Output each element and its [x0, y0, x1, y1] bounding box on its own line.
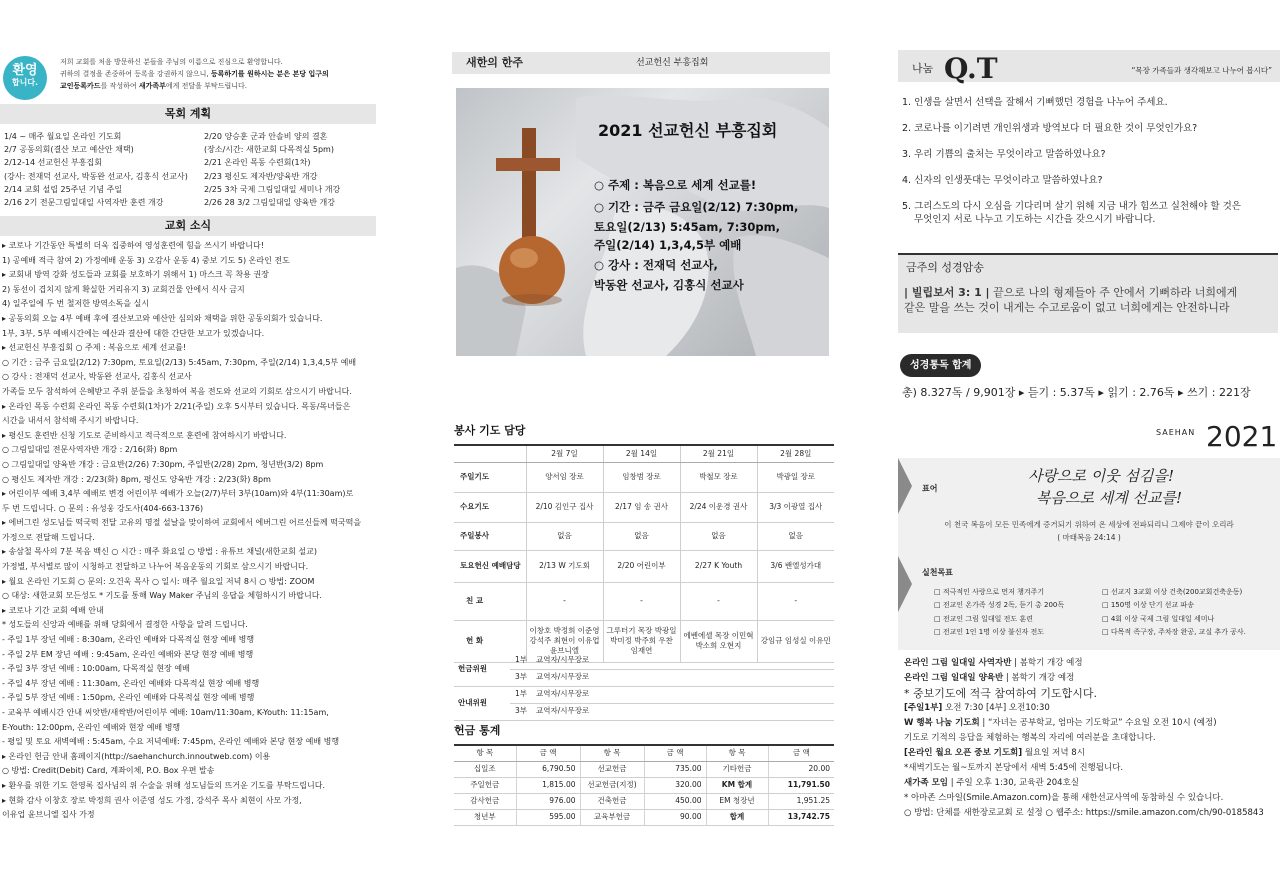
finance-header: 항 목: [454, 745, 516, 761]
qt-list: [902, 96, 1274, 226]
motto-verse-1: 이 천국 복음이 모든 민족에게 증거되기 위하여 온 세상에 전파되리니 그제야 끝이 오리라: [944, 520, 1234, 529]
right-column: [896, 0, 1280, 886]
usher-sub: 1부: [510, 652, 532, 669]
prayer-cell: 2/10 김인구 집사: [526, 492, 603, 522]
usher-sub: 3부: [510, 669, 532, 686]
goals-label: 실천목표: [922, 568, 953, 577]
finance-table: [454, 744, 834, 826]
prayer-cell: 2/13 W 기도회: [526, 550, 603, 582]
welcome-line-2: [60, 68, 378, 80]
finance-cell: 주일헌금: [454, 777, 516, 793]
news-line: ○ 방법: Credit(Debit) Card, 계좌이체, P.O. Box 우편 발송: [2, 766, 215, 776]
finance-cell: 90.00: [644, 809, 706, 825]
announcement-text: * 중보기도에 적극 참여하여 기도합시다.: [904, 687, 1097, 700]
prayer-cell: 이창호 박정희 이준영 강석주 최현이 이유업 윤브니엘: [526, 620, 603, 662]
qt-item: 2. 코로나를 이기려면 개인위생과 방역보다 더 필요한 것이 무엇인가요?: [902, 123, 1198, 134]
prayer-row: [454, 522, 834, 550]
welcome-line-3a: 교인등록카드: [60, 82, 101, 90]
reading-badge: 성경통독 합계: [900, 354, 981, 377]
prayer-corner: [454, 445, 526, 462]
goal-item: □ 적극적인 사랑으로 먼저 챙겨주기: [934, 588, 1045, 596]
announcement-line: [904, 746, 1276, 761]
memory-verse: [898, 253, 1278, 333]
finance-cell: 청년부: [454, 809, 516, 825]
welcome-line-3: [60, 80, 378, 92]
news-line: E-Youth: 12:00pm, 온라인 예배와 현장 예배 병행: [2, 722, 181, 732]
prayer-cell: 양서임 장로: [526, 462, 603, 492]
welcome-line-3d: 에게 전달을 부탁드립니다.: [165, 82, 247, 90]
announcement-text: 오전 7:30 [4부] 오전10:30: [942, 703, 1050, 713]
announcement-text: 기도로 기적의 응답을 체험하는 행복의 자리에 여러분을 초대합니다.: [904, 733, 1156, 743]
goal-item: □ 전교인 그림 일대일 전도 훈련: [934, 614, 1033, 623]
welcome-line-3c: 새가족부: [138, 82, 166, 90]
finance-cell: 선교헌금(지정): [580, 777, 644, 793]
finance-cell: 기타헌금: [706, 761, 768, 777]
poster-line: 박동완 선교사, 김홍식 선교사: [594, 278, 744, 292]
revival-poster: [456, 88, 829, 356]
news-line: ▸ 공동의회 오늘 4부 예배 후에 결산보고와 예산안 심의와 채택을 위한 공동의회가 있습니다.: [2, 313, 323, 323]
news-line: - 교육부 예배시간 안내 씨앗반/새싹반/어린이부 예배: 10am/11:30am, K-Youth: 11:15am,: [2, 708, 329, 717]
usher-row: [454, 703, 834, 720]
news-line: ○ 기간 : 금주 금요일(2/12) 7:30pm, 토요일(2/13) 5:45am, 7:30pm, 주일(2/14) 1,3,4,5부 예배: [2, 357, 357, 367]
middle-column: [452, 0, 834, 886]
news-line: 가족들 모두 참석하여 은혜받고 주위 분들을 초청하여 복음 전도와 선교의 기회로 삼으시기 바랍니다.: [2, 386, 352, 396]
usher-row: [454, 686, 834, 703]
left-column: [0, 0, 380, 886]
prayer-row-label: 수요기도: [454, 492, 526, 522]
announcement-line: [904, 791, 1276, 806]
prayer-row: [454, 492, 834, 522]
verse-title: 금주의 성경암송: [906, 261, 984, 274]
usher-label: 헌금위원: [454, 652, 510, 686]
prayer-date: 2월 21일: [680, 445, 757, 462]
prayer-date-row: [454, 445, 834, 462]
announcement-bold: 온라인 그림 일대일 양육반: [904, 673, 1004, 683]
announcement-text: 월요일 저녁 8시: [1022, 748, 1085, 758]
news-line: ▸ 온라인 헌금 안내 홈페이지(http://saehanchurch.innoutweb.com) 이용: [2, 751, 271, 761]
finance-cell: 595.00: [516, 809, 580, 825]
usher-sub: 1부: [510, 686, 532, 703]
news-line: ▸ 환우를 위한 기도 한영록 집사님의 위 수술을 위해 성도님들의 뜨거운 기도를 부탁드립니다.: [2, 780, 326, 790]
prayer-row: [454, 462, 834, 492]
schedule-left: [4, 130, 204, 209]
news-line: - 주일 1부 장년 예배 : 8:30am, 온라인 예배와 다목적실 현장 예배 병행: [2, 635, 255, 645]
news-line: 가정별, 부서별로 많이 시청하고 전달하고 나누어 복음운동의 기회로 삼으시기 바랍니다.: [2, 562, 309, 572]
usher-sub: 3부: [510, 703, 532, 720]
verse-line-2: 같은 말을 쓰는 것이 내게는 수고로움이 없고 너희에게는 안전하니라: [904, 301, 1230, 314]
announcement-text: | 봄학기 개강 예정: [1003, 673, 1075, 683]
announcement-bold: [주일1부]: [904, 703, 943, 713]
prayer-row-label: 주일봉사: [454, 522, 526, 550]
finance-cell: 1,951.25: [768, 793, 834, 809]
finance-cell: EM 청장년: [706, 793, 768, 809]
finance-cell: KM 합계: [706, 777, 768, 793]
announcement-text: | “자녀는 공부학교, 엄마는 기도학교” 수요일 오전 10시 (예정): [979, 718, 1217, 728]
finance-cell: 6,790.50: [516, 761, 580, 777]
goal-item: □ 다목적 족구장, 주차장 완공, 교실 추가 공사.: [1102, 628, 1246, 637]
finance-header: 항 목: [580, 745, 644, 761]
prayer-cell: 2/20 어린이부: [603, 550, 680, 582]
poster-line: 토요일(2/13) 5:45am, 7:30pm,: [594, 220, 780, 234]
year-number: 2021: [1206, 420, 1278, 453]
finance-row: [454, 777, 834, 793]
prayer-cell: 2/27 K Youth: [680, 550, 757, 582]
schedule-item: 2/26 28 3/2 그림일대일 양육반 개강: [204, 198, 336, 208]
verse-line-1-text: 끝으로 나의 형제들아 주 안에서 기뻐하라 너희에게: [993, 286, 1238, 299]
motto-verse: [898, 518, 1280, 544]
prayer-date: 2월 14일: [603, 445, 680, 462]
finance-header: 금 액: [516, 745, 580, 761]
news-line: - 주일 3부 장년 예배 : 10:00am, 다목적실 현장 예배: [2, 664, 190, 674]
qt-item: 4. 신자의 인생풋대는 무엇이라고 말씀하였나요?: [902, 175, 1103, 186]
news-list: [2, 239, 378, 823]
verse-line-1: [904, 285, 1274, 300]
news-line: * 성도들의 신앙과 예배를 위해 당회에서 결정한 사항을 알려 드립니다.: [2, 620, 248, 630]
motto-label: 표어: [922, 484, 938, 493]
goal-item: □ 전교인 1인 1명 이상 불신자 전도: [934, 628, 1045, 637]
prayer-cell: 3/6 밴엘성가대: [757, 550, 834, 582]
year-mark: [1156, 418, 1280, 452]
news-title: 교회 소식: [0, 216, 376, 236]
finance-cell: 십일조: [454, 761, 516, 777]
qt-item-cont: 무엇인지 서로 나누고 기도하는 시간을 갖으시기 바랍니다.: [914, 214, 1156, 225]
finance-cell: 320.00: [644, 777, 706, 793]
finance-cell: 합계: [706, 809, 768, 825]
news-line: ○ 평신도 제자반 개강 : 2/23(화) 8pm, 평신도 양육반 개강 : 2/23(화) 8pm: [2, 474, 271, 484]
arrow-icon: [898, 458, 912, 514]
finance-cell: 교육부헌금: [580, 809, 644, 825]
prayer-cell: 박광일 장로: [757, 462, 834, 492]
announcement-bold: 온라인 그림 일대일 사역자반: [904, 658, 1012, 668]
news-line: ○ 그림일대일 양육반 개강 : 금요반(2/26) 7:30pm, 주일반(2/28) 2pm, 청년반(3/2) 8pm: [2, 459, 324, 469]
prayer-cell: 없음: [757, 522, 834, 550]
finance-cell: 11,791.50: [768, 777, 834, 793]
poster-line: ○ 주제 : 복음으로 세계 선교를!: [594, 178, 757, 192]
schedule-item: 2/14 교회 설립 25주년 기념 주일: [4, 184, 123, 194]
prayer-cell: 없음: [680, 522, 757, 550]
usher-row: [454, 669, 834, 686]
news-line: ▸ 코로나 기간 교회 예배 안내: [2, 605, 104, 615]
announcements: [904, 656, 1276, 821]
finance-header: 금 액: [768, 745, 834, 761]
announcement-line: [904, 671, 1276, 686]
welcome-line-2a: 귀하의 결정을 존중하여 등록을 강권하지 않으니,: [60, 70, 211, 78]
qt-item: 5. 그리스도의 다시 오심을 기다리며 살기 위해 지금 내가 힘쓰고 실천해야 할 것은: [902, 201, 1241, 212]
prayer-cell: 2/24 이운경 권사: [680, 492, 757, 522]
news-line: ▸ 송삼철 목사의 7분 복음 백신 ○ 시간 : 매주 화요일 ○ 방법 : 유튜브 채널(새한교회 설교): [2, 547, 317, 557]
news-line: ▸ 온라인 목동 수련회 온라인 목동 수련회(1차)가 2/21(주일) 오후 5시부터 있습니다. 목동/목녀들은: [2, 401, 351, 411]
welcome-text: [60, 56, 378, 92]
prayer-cell: -: [680, 582, 757, 620]
prayer-title: 봉사 기도 담당: [454, 424, 526, 437]
announcement-line: [904, 701, 1276, 716]
usher-val: 교역자/시무장로: [532, 703, 834, 720]
finance-cell: 20.00: [768, 761, 834, 777]
finance-row: [454, 761, 834, 777]
welcome-badge-bottom: 합니다.: [11, 78, 39, 87]
qt-logo: Q.T: [944, 52, 998, 85]
finance-row: [454, 793, 834, 809]
prayer-cell: -: [526, 582, 603, 620]
finance-cell: 1,815.00: [516, 777, 580, 793]
finance-row: [454, 809, 834, 825]
announcement-line: [904, 656, 1276, 671]
prayer-cell: 없음: [603, 522, 680, 550]
announcement-bold: W 행복 나눔 기도회: [904, 718, 980, 728]
poster-line: 주일(2/14) 1,3,4,5부 예배: [594, 238, 742, 252]
usher-label: 안내위원: [454, 686, 510, 720]
motto-line-1: 사랑으로 이웃 섬김을!: [1028, 467, 1174, 485]
announcement-bold: 새가족 모임: [904, 778, 949, 788]
schedule-item: 2/25 3차 국제 그림일대일 세미나 개강: [204, 184, 341, 194]
announcement-line: [904, 716, 1276, 731]
prayer-date: 2월 28일: [757, 445, 834, 462]
news-line: ▸ 선교헌신 부흥집회 ○ 주제 : 복음으로 세계 선교를!: [2, 343, 187, 353]
announcement-line: [904, 686, 1276, 701]
schedule-title: 목회 계획: [0, 104, 376, 124]
prayer-cell: -: [757, 582, 834, 620]
welcome-badge-top: 환영: [12, 63, 38, 78]
news-line: ▸ 교회내 방역 강화 성도들과 교회를 보호하기 위해서 1) 마스크 꼭 착용 권장: [2, 270, 269, 280]
usher-val: 교역자/시무장로: [532, 669, 834, 686]
prayer-row-label: 토요헌신 예배담당: [454, 550, 526, 582]
announcement-bold: [온라인 월요 오픈 중보 기도회]: [904, 748, 1023, 758]
usher-val: 교역자/시무장로: [532, 686, 834, 703]
motto-verse-2: ( 마태복음 24:14 ): [1057, 533, 1121, 542]
cross-icon: [496, 128, 565, 306]
prayer-row-label: 헌 화: [454, 620, 526, 662]
news-line: 4) 일주일에 두 번 철저한 방역소독을 실시: [2, 299, 150, 309]
prayer-cell: 임창범 장로: [603, 462, 680, 492]
qt-header: [898, 50, 1280, 85]
announcement-line: [904, 761, 1276, 776]
schedule-item: (강사: 전재덕 선교사, 박동완 선교사, 김홍식 선교사): [4, 171, 188, 181]
usher-val: 교역자/시무장로: [532, 652, 834, 669]
announcement-text: * 아마존 스마일(Smile.Amazon.com)을 통해 새한선교사역에 동참하실 수 있습니다.: [904, 793, 1224, 803]
prayer-table: [454, 444, 834, 663]
usher-row: [454, 652, 834, 669]
news-line: ▸ 코로나 기간동안 특별히 더욱 집중하여 영성훈련에 힘을 쓰시기 바랍니다!: [2, 241, 264, 250]
finance-cell: 감사헌금: [454, 793, 516, 809]
news-line: 두 번 드립니다. ○ 문의 : 유성웅 강도사(404-663-1376): [2, 503, 204, 513]
prayer-cell: 3/3 이광열 집사: [757, 492, 834, 522]
welcome-line-1: 저희 교회를 처음 방문하신 분들을 주님의 이름으로 진심으로 환영합니다.: [60, 58, 283, 66]
schedule-item: 2/12-14 선교헌신 부흥집회: [4, 158, 102, 168]
motto-box: [898, 458, 1280, 650]
qt-nanum: 나눔: [912, 62, 934, 75]
welcome-line-2b: 등록하기를 원하시는 분은 본당 입구의: [210, 70, 329, 78]
news-line: ▸ 에버그린 성도님들 떡국떡 전달 고유의 명절 설날을 맞이하여 교회에서 에버그린 어르신들께 떡국떡을: [2, 518, 362, 528]
prayer-cell: -: [603, 582, 680, 620]
schedule-item: (장소/시간: 새한교회 다목적실 5pm): [204, 145, 334, 155]
poster-line: ○ 강사 : 전재덕 선교사,: [594, 258, 718, 272]
prayer-date: 2월 7일: [526, 445, 603, 462]
prayer-cell: 없음: [526, 522, 603, 550]
prayer-cell: 2/17 임 송 권사: [603, 492, 680, 522]
goals-right: [1102, 586, 1246, 640]
welcome-badge: [3, 56, 47, 100]
finance-header: 금 액: [644, 745, 706, 761]
usher-table: [454, 652, 834, 721]
prayer-row: [454, 582, 834, 620]
verse-ref: | 빌립보서 3: 1 |: [904, 286, 990, 299]
prayer-row-label: 주일기도: [454, 462, 526, 492]
finance-title: 헌금 통계: [454, 724, 501, 737]
week-title: 새한의 한주: [466, 56, 523, 69]
finance-cell: 13,742.75: [768, 809, 834, 825]
schedule-right: [204, 130, 376, 209]
arrow-icon: [898, 556, 912, 612]
news-line: ▸ 현화 감사 이창호 장로 박정희 권사 이준영 성도 가정, 강석주 목사 최현이 사모 가정,: [2, 795, 302, 805]
goal-item: □ 전교인 온가족 성경 2독, 듣기 총 200독: [934, 601, 1065, 610]
finance-cell: 976.00: [516, 793, 580, 809]
announcement-line: [904, 731, 1276, 746]
reading-stats: 총) 8.327독 / 9,901장 ▸ 듣기 : 5.37독 ▸ 읽기 : 2.76독 ▸ 쓰기 : 221장: [902, 386, 1251, 399]
goal-item: □ 150명 이상 단기 선교 파송: [1102, 601, 1194, 610]
news-line: ▸ 평신도 훈련반 신청 기도로 준비하시고 적극적으로 훈련에 참여하시기 바랍니다.: [2, 430, 287, 440]
finance-cell: 선교헌금: [580, 761, 644, 777]
announcement-line: [904, 806, 1276, 821]
news-line: ▸ 월요 온라인 기도회 ○ 문의: 오건욱 목사 ○ 일시: 매주 월요일 저녁 8시 ○ 방법: ZOOM: [2, 576, 315, 586]
schedule-item: 2/16 2기 전문그림일대일 사역자반 훈련 개강: [4, 198, 164, 208]
prayer-cell: 강임규 임성실 이유민: [757, 620, 834, 662]
prayer-cell: 에벤에셀 목장 이민혁 박소희 오현지: [680, 620, 757, 662]
schedule-item: 2/23 평신도 제자반/양육반 개강: [204, 171, 318, 181]
announcement-line: [904, 776, 1276, 791]
news-line: - 주일 5부 장년 예배 : 1:50pm, 온라인 예배와 다목적실 현장 예배 병행: [2, 693, 255, 703]
news-line: - 평일 및 토요 새벽예배 : 5:45am, 수요 저녁예배: 7:45pm, 온라인 예배와 본당 현장 예배 병행: [2, 737, 340, 747]
schedule-item: 1/4 ~ 매주 월요일 온라인 기도회: [4, 132, 122, 141]
news-line: 1) 공예배 적극 참여 2) 가정예배 운동 3) 오감사 운동 4) 중보 기도 5) 온라인 전도: [2, 255, 290, 265]
poster-line: ○ 기간 : 금주 금요일(2/12) 7:30pm,: [594, 200, 799, 214]
announcement-text: | 봄학기 개강 예정: [1011, 658, 1083, 668]
announcement-text: | 주일 오후 1:30, 교육관 204호실: [948, 778, 1080, 788]
prayer-row-label: 친 교: [454, 582, 526, 620]
news-line: ○ 강사 : 전재덕 선교사, 박동완 선교사, 김홍식 선교사: [2, 372, 192, 382]
news-line: 1부, 3부, 5부 예배시간에는 예산과 결산에 대한 간단한 보고가 있겠습니다.: [2, 328, 265, 338]
schedule-item: 2/20 양승훈 군과 안솔비 양의 결혼: [204, 132, 328, 141]
goals-left: [934, 586, 1064, 640]
finance-cell: 건축헌금: [580, 793, 644, 809]
finance-header-row: [454, 745, 834, 761]
news-line: 가정으로 전달해 드립니다.: [2, 532, 95, 542]
poster-title: 2021 선교헌신 부흥집회: [598, 121, 778, 140]
announcement-text: ○ 방법: 단체를 새한장로교회 로 설정 ○ 웹주소: https://smile.amazon.com/ch/90-0185843: [904, 808, 1264, 818]
finance-header: 항 목: [706, 745, 768, 761]
qt-item: 1. 인생을 살면서 선택을 잘해서 기뻐했던 경험을 나누어 주세요.: [902, 97, 1168, 108]
prayer-cell: 박철모 장로: [680, 462, 757, 492]
news-line: 이유업 윤브니엘 집사 가정: [2, 810, 95, 820]
week-header: [452, 52, 830, 74]
goal-item: □ 4회 이상 국제 그림 일대일 세미나: [1102, 614, 1215, 623]
prayer-row: [454, 550, 834, 582]
motto-line-2: 복음으로 세계 선교를!: [1036, 489, 1182, 507]
news-line: 시간을 내셔서 참석해 주시기 바랍니다.: [2, 416, 139, 426]
week-subtitle: 선교헌신 부흥집회: [636, 58, 709, 68]
prayer-cell: 그루터기 목장 박광일 박미정 박주희 우찬 임재연: [603, 620, 680, 662]
news-line: - 주일 2부 EM 장년 예배 : 9:45am, 온라인 예배와 본당 현장 예배 병행: [2, 649, 254, 659]
news-line: ○ 그림일대일 전문사역자반 개강 : 2/16(화) 8pm: [2, 445, 178, 455]
welcome-line-3b: 를 작성하여: [100, 82, 139, 90]
news-line: ▸ 어린이부 예배 3,4부 예배로 변경 어린이부 예배가 오늘(2/7)부터 3부(10am)와 4부(11:30am)로: [2, 489, 354, 499]
qt-subtitle: “목장 가족들과 생각해보고 나누어 봅시다”: [1131, 66, 1272, 75]
finance-cell: 450.00: [644, 793, 706, 809]
news-line: 2) 동선이 겹치지 않게 확실한 거리유지 3) 교회건물 안에서 식사 금지: [2, 284, 245, 294]
announcement-text: *새벽기도는 월~토까지 본당에서 새벽 5:45에 진행됩니다.: [904, 763, 1124, 773]
finance-cell: 735.00: [644, 761, 706, 777]
news-line: ○ 대상: 새한교회 모든성도 * 기도를 통해 Way Maker 주님의 응답을 체험하시기 바랍니다.: [2, 591, 322, 601]
news-line: - 주일 4부 장년 예배 : 11:30am, 온라인 예배와 다목적실 현장 예배 병행: [2, 678, 260, 688]
verse-text: [904, 285, 1274, 315]
welcome-section: [0, 52, 380, 98]
goal-item: □ 선교지 3교회 이상 건축(200교회건축운동): [1102, 588, 1243, 596]
qt-item: 3. 우리 기쁨의 출처는 무엇이라고 말씀하였나요?: [902, 149, 1106, 160]
schedule-item: 2/21 온라인 목동 수련회(1차): [204, 158, 311, 168]
year-brand: SAEHAN: [1156, 428, 1196, 437]
schedule-item: 2/7 공동의회(결산 보고 예산안 채택): [4, 145, 134, 155]
